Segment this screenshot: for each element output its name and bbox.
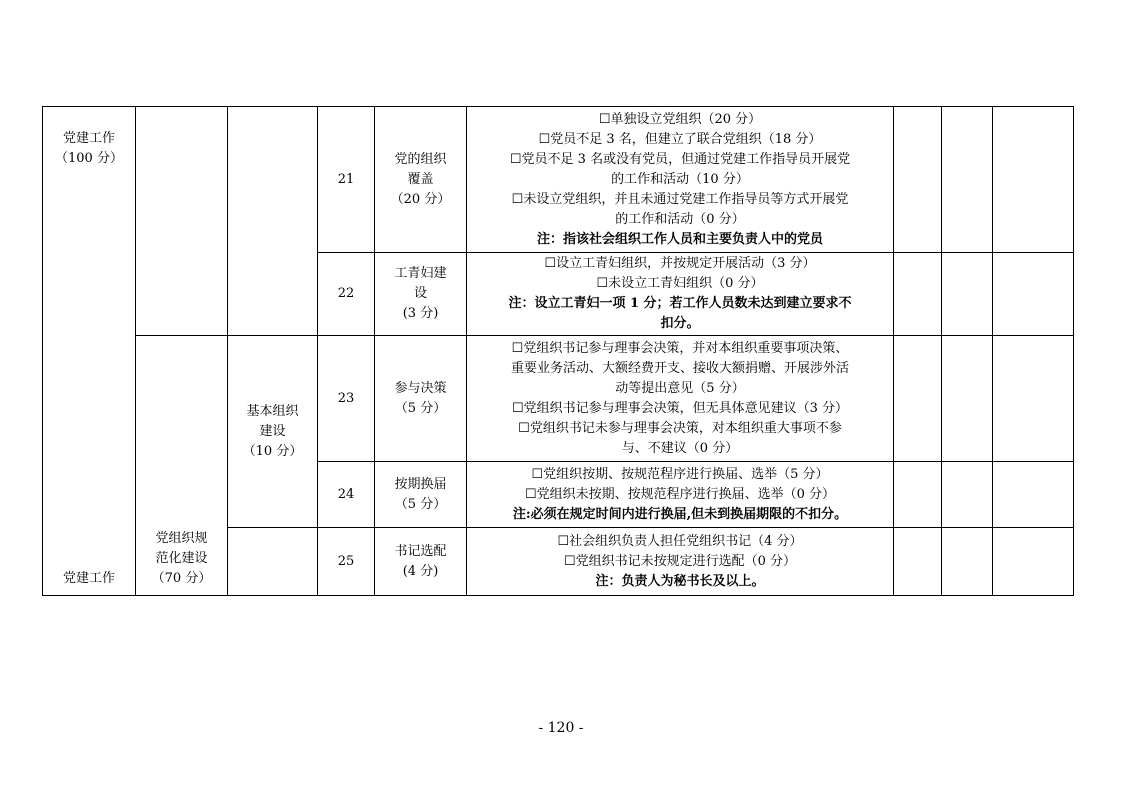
item-name-cell <box>375 336 467 462</box>
criteria-cell <box>467 462 894 528</box>
criteria-note: 扣分。 <box>660 316 700 331</box>
criteria-cell <box>467 336 894 462</box>
remark-cell <box>993 528 1074 596</box>
item-number: 21 <box>318 107 375 253</box>
group-name: 建设 <box>259 423 286 439</box>
criteria-option: ☐党组织书记未参与理事会决策，对本组织重大事项不参 <box>518 420 842 436</box>
item-name-line: 设 <box>413 286 427 301</box>
score-cell <box>942 462 993 528</box>
item-name-line: 参与决策 <box>394 380 447 396</box>
table-row <box>43 107 1074 253</box>
criteria-option: ☐社会组织负责人担任党组织书记（4 分） <box>557 533 803 549</box>
remark-cell <box>993 462 1074 528</box>
table-row <box>43 336 1074 462</box>
item-name-cell <box>375 253 467 336</box>
criteria-cell <box>467 107 894 253</box>
criteria-option: 与、不建议（0 分） <box>621 440 739 456</box>
criteria-option: ☐党组织书记未按规定进行选配（0 分） <box>563 553 797 569</box>
criteria-option: ☐党组织书记参与理事会决策，并对本组织重要事项决策、 <box>511 340 849 356</box>
criteria-note: 注：负责人为秘书长及以上。 <box>595 573 765 589</box>
group-cell <box>228 336 318 528</box>
item-name-line: 覆盖 <box>407 171 434 187</box>
category-score: （100 分） <box>55 151 123 166</box>
item-name-cell <box>375 107 467 253</box>
criteria-option: ☐党组织书记参与理事会决策，但无具体意见建议（3 分） <box>511 400 849 416</box>
criteria-note: 注：指该社会组织工作人员和主要负责人中的党员 <box>536 231 823 247</box>
item-score: （20 分） <box>390 191 451 207</box>
criteria-option: ☐未设立工青妇组织（0 分） <box>596 276 764 291</box>
category-cell <box>43 107 136 596</box>
criteria-option: 的工作和活动（0 分） <box>615 211 745 227</box>
item-name-cell <box>375 462 467 528</box>
criteria-note: 注:必须在规定时间内进行换届,但未到换届期限的不扣分。 <box>512 506 848 522</box>
remark-cell <box>993 107 1074 253</box>
score-cell <box>894 336 942 462</box>
category-name: 党建工作 <box>62 131 115 146</box>
criteria-option: 动等提出意见（5 分） <box>615 380 745 396</box>
item-name-line: 党的组织 <box>394 151 447 167</box>
item-number: 22 <box>318 253 375 336</box>
item-name-cell <box>375 528 467 596</box>
score-cell <box>942 253 993 336</box>
item-score: (4 分) <box>402 563 439 579</box>
item-number: 25 <box>318 528 375 596</box>
score-cell <box>894 462 942 528</box>
subcategory-name: 党组织规 <box>155 531 208 546</box>
criteria-cell <box>467 253 894 336</box>
criteria-option: ☐党员不足 3 名，但建立了联合党组织（18 分） <box>538 131 822 147</box>
item-name-line: 按期换届 <box>394 476 447 492</box>
score-cell <box>942 528 993 596</box>
criteria-option: ☐党组织未按期、按规范程序进行换届、选举（0 分） <box>524 486 836 502</box>
item-score: （5 分） <box>394 400 447 416</box>
item-score: (3 分) <box>402 306 439 321</box>
score-cell <box>942 336 993 462</box>
criteria-option: ☐党员不足 3 名或没有党员，但通过党建工作指导员开展党 <box>509 151 851 167</box>
page-number: - 120 - <box>538 720 584 736</box>
category-name-continued: 党建工作 <box>62 571 115 586</box>
subcategory-name: 范化建设 <box>155 551 208 566</box>
criteria-option: ☐单独设立党组织（20 分） <box>598 111 762 127</box>
criteria-option: 重要业务活动、大额经费开支、接收大额捐赠、开展涉外活 <box>510 360 849 376</box>
remark-cell <box>993 253 1074 336</box>
remark-cell <box>993 336 1074 462</box>
item-name-line: 工青妇建 <box>394 266 447 281</box>
score-cell <box>942 107 993 253</box>
criteria-option: 的工作和活动（10 分） <box>611 171 749 187</box>
group-name: 基本组织 <box>246 403 299 419</box>
scoring-table <box>42 106 1074 596</box>
criteria-option: ☐设立工青妇组织，并按规定开展活动（3 分） <box>544 256 816 271</box>
criteria-cell <box>467 528 894 596</box>
item-name-line: 书记选配 <box>394 543 447 559</box>
subcategory-score: （70 分） <box>151 571 212 586</box>
empty-cell <box>228 107 318 336</box>
empty-cell <box>228 528 318 596</box>
score-cell <box>894 528 942 596</box>
empty-cell <box>136 107 228 336</box>
score-cell <box>894 107 942 253</box>
criteria-note: 注：设立工青妇一项 1 分；若工作人员数未达到建立要求不 <box>508 296 852 311</box>
subcategory-cell <box>136 336 228 596</box>
item-number: 23 <box>318 336 375 462</box>
criteria-option: ☐未设立党组织，并且未通过党建工作指导员等方式开展党 <box>511 191 849 207</box>
item-number: 24 <box>318 462 375 528</box>
group-score: （10 分） <box>242 443 303 459</box>
item-score: （5 分） <box>394 496 447 512</box>
score-cell <box>894 253 942 336</box>
criteria-option: ☐党组织按期、按规范程序进行换届、选举（5 分） <box>531 466 829 482</box>
